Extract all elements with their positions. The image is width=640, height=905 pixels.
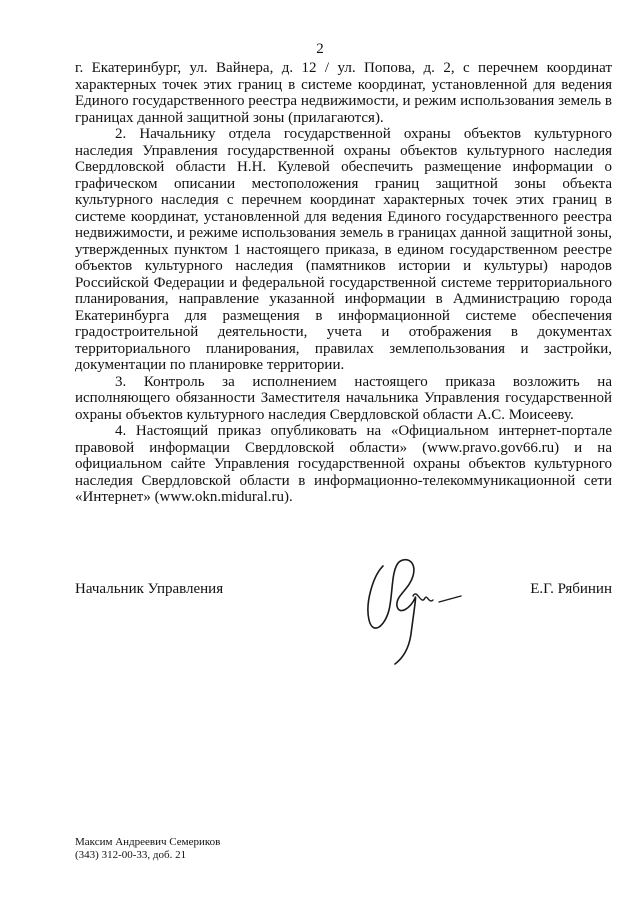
paragraph-item-4: 4. Настоящий приказ опубликовать на «Официальном интернет-портале правовой информации Свердловской области» (www.pravo.gov66.ru) и на официальном сайте Управления государственной охраны объектов культурного наследия Свердловской области в информационно-телекоммуникационной сети «Интернет» (www.okn.midural.ru). (75, 423, 612, 505)
signatory-position: Начальник Управления (75, 581, 224, 597)
signatory-name: Е.Г. Рябинин (530, 581, 612, 597)
paragraph-item-3: 3. Контроль за исполнением настоящего приказа возложить на исполняющего обязанности Заместителя начальника Управления государственной охраны объектов культурного наследия Свердловской области А.С. Моисееву. (75, 373, 612, 423)
executor-name: Максим Андреевич Семериков (75, 836, 221, 848)
page-number: 2 (316, 41, 324, 57)
handwritten-signature (355, 548, 470, 668)
executor-phone: (343) 312-00-33, доб. 21 (75, 849, 187, 861)
document-body (75, 60, 612, 506)
executor-info (75, 836, 220, 862)
paragraph-item-2: 2. Начальнику отдела государственной охраны объектов культурного наследия Управления государственной охраны объектов культурного наследия Свердловской области Н.Н. Кулевой обеспечить размещение информации о графическом описании местоположения границ защитной зоны объекта культурного наследия с перечнем координат характерных точек этих границ в системе координат, установленной для ведения Единого государственного реестра недвижимости, и режиме использования земель в границах данной защитной зоны, утвержденных пунктом 1 настоящего приказа, в едином государственном реестре объектов культурного наследия (памятников истории и культуры) народов Российской Федерации и федеральной государственной системе территориального планирования, направление указанной информации в Администрацию города Екатеринбурга для размещения в информационной системе обеспечения градостроительной деятельности, учета и отображения в документах территориального планирования, правилах землепользования и застройки, документации по планировке территории. (75, 126, 612, 373)
paragraph-continuation: г. Екатеринбург, ул. Вайнера, д. 12 / ул. Попова, д. 2, с перечнем координат характерных точек этих границ в системе координат, установленной для ведения Единого государственного реестра недвижимости, и режим использования земель в границах данной защитной зоны (прилагаются). (75, 60, 612, 126)
